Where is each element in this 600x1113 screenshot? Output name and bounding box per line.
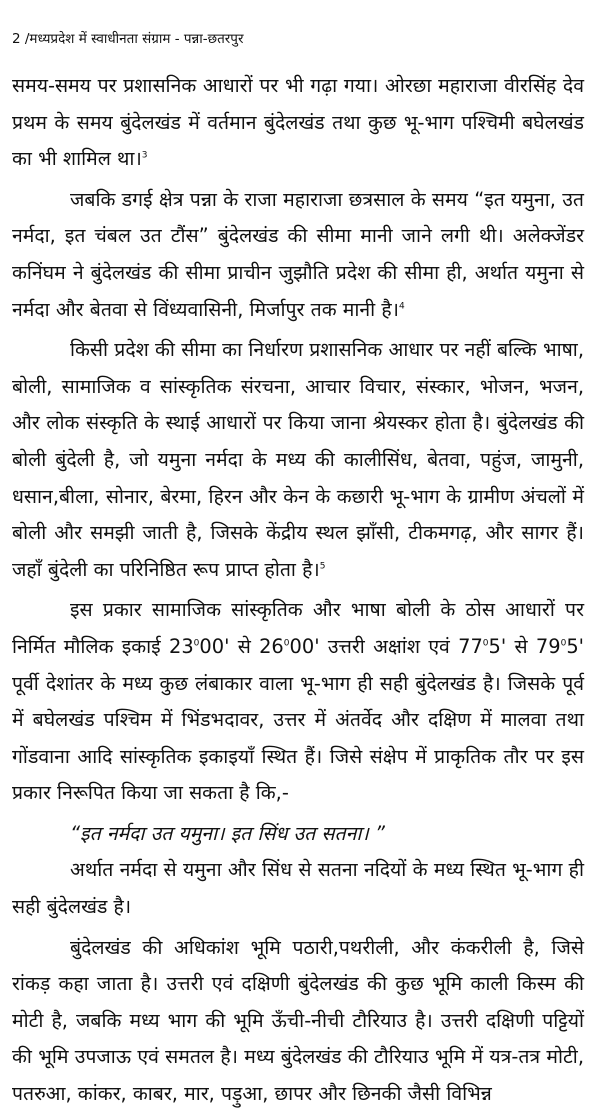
paragraph-text: 5' पूर्वी देशांतर के मध्य कुछ लंबाकार वाला भू-भाग ही सही बुंदेलखंड है। जिसके पूर्व में बघेलखंड पश्चिम में भिंडभदावर, उत्तर में अंतर्वेद और दक्षिण में मालवा तथा गोंडवाना आदि सांस्कृतिक इकाइयाँ स्थित हैं। जिसे संक्षेप में प्राकृतिक तौर पर इस प्रकार निरूपित किया जा सकता है कि,- [12,634,584,805]
paragraph-text: बुंदेलखंड की अधिकांश भूमि पठारी,पथरीली, और कंकरीली है, जिसे रांकड़ कहा जाता है। उत्तरी एवं दक्षिणी बुंदेलखंड की कुछ भूमि काली किस्म की मोटी है, जबकि मध्य भाग की भूमि ऊँची-नीची टौरियाउ है। उत्तरी दक्षिणी पट्टियों की भूमि उपजाऊ एवं समतल है। मध्य बुंदेलखंड की टौरियाउ भूमि में यत्र-तत्र मोटी, पतरुआ, कांकर, काबर, मार, पड़ुआ, छापर और छिनकी जैसी विभिन्न [12,935,584,1106]
paragraph-text: अर्थात नर्मदा से यमुना और सिंध से सतना नदियों के मध्य स्थित भू-भाग ही सही बुंदेलखंड है। [12,858,584,919]
paragraph-text: किसी प्रदेश की सीमा का निर्धारण प्रशासनिक आधार पर नहीं बल्कि भाषा, बोली, सामाजिक व सांस्कृतिक संरचना, आचार विचार, संस्कार, भोजन, भजन, और लोक संस्कृति के स्थाई आधारों पर किया जाना श्रेयस्कर होता है। बुंदेलखंड की बोली बुंदेली है, जो यमुना नर्मदा के मध्य की कालीसिंध, बेतवा, पहुंज, जामुनी, धसान,बीला, सोनार, बेरमा, हिरन और केन के कछारी भू-भाग के ग्रामीण अंचलों में बोली और समझी जाती है, जिसके केंद्रीय स्थल झाँसी, टीकमगढ़, और सागर हैं। जहाँ बुंदेली का परिनिष्ठित रूप प्राप्त होता है। [12,338,584,581]
paragraph-language-basis [12,332,584,588]
paragraph-text: जबकि डगई क्षेत्र पन्ना के राजा महाराजा छत्रसाल के समय “इत यमुना, उत नर्मदा, इत चंबल उत टौंस” बुंदेलखंड की सीमा मानी जाने लगी थी। अलेक्जेंडर कनिंघम ने बुंदेलखंड की सीमा प्राचीन जुझौति प्रदेश की सीमा ही, अर्थात यमुना से नर्मदा और बेतवा से विंध्यवासिनी, मिर्जापुर तक मानी है। [12,187,584,321]
running-header: 2 /मध्यप्रदेश में स्वाधीनता संग्राम - पन्ना-छतरपुर [12,31,244,47]
footnote-marker: 5 [319,561,326,572]
degree-marker: 0 [193,638,200,649]
paragraph-text: 00' उत्तरी अक्षांश एवं 77 [289,634,483,658]
paragraph-text: इस प्रकार सामाजिक सांस्कृतिक और भाषा बोली के ठोस आधारों पर निर्मित मौलिक इकाई 23 [12,598,584,658]
paragraph-boundary [12,182,584,328]
paragraph-continuation [12,68,584,178]
degree-marker: 0 [560,638,567,649]
degree-marker: 0 [482,638,489,649]
paragraph-text: 5' से 79 [488,634,561,658]
footnote-marker: 4 [398,301,405,312]
paragraph-geography [12,592,584,812]
degree-marker: 0 [283,638,290,649]
paragraph-text: 00' से 26 [199,634,284,658]
footnote-marker: 3 [141,150,148,161]
paragraph-meaning [12,852,584,925]
quotation: “इत नर्मदा उत यमुना। इत सिंध उत सतना। ” [70,821,385,845]
paragraph-soil [12,930,584,1113]
paragraph-text: समय-समय पर प्रशासनिक आधारों पर भी गढ़ा गया। ओरछा महाराजा वीरसिंह देव प्रथम के समय बुंदेलखंड में वर्तमान बुंदेलखंड तथा कुछ भू-भाग पश्चिमी बघेलखंड का भी शामिल था। [12,74,584,171]
